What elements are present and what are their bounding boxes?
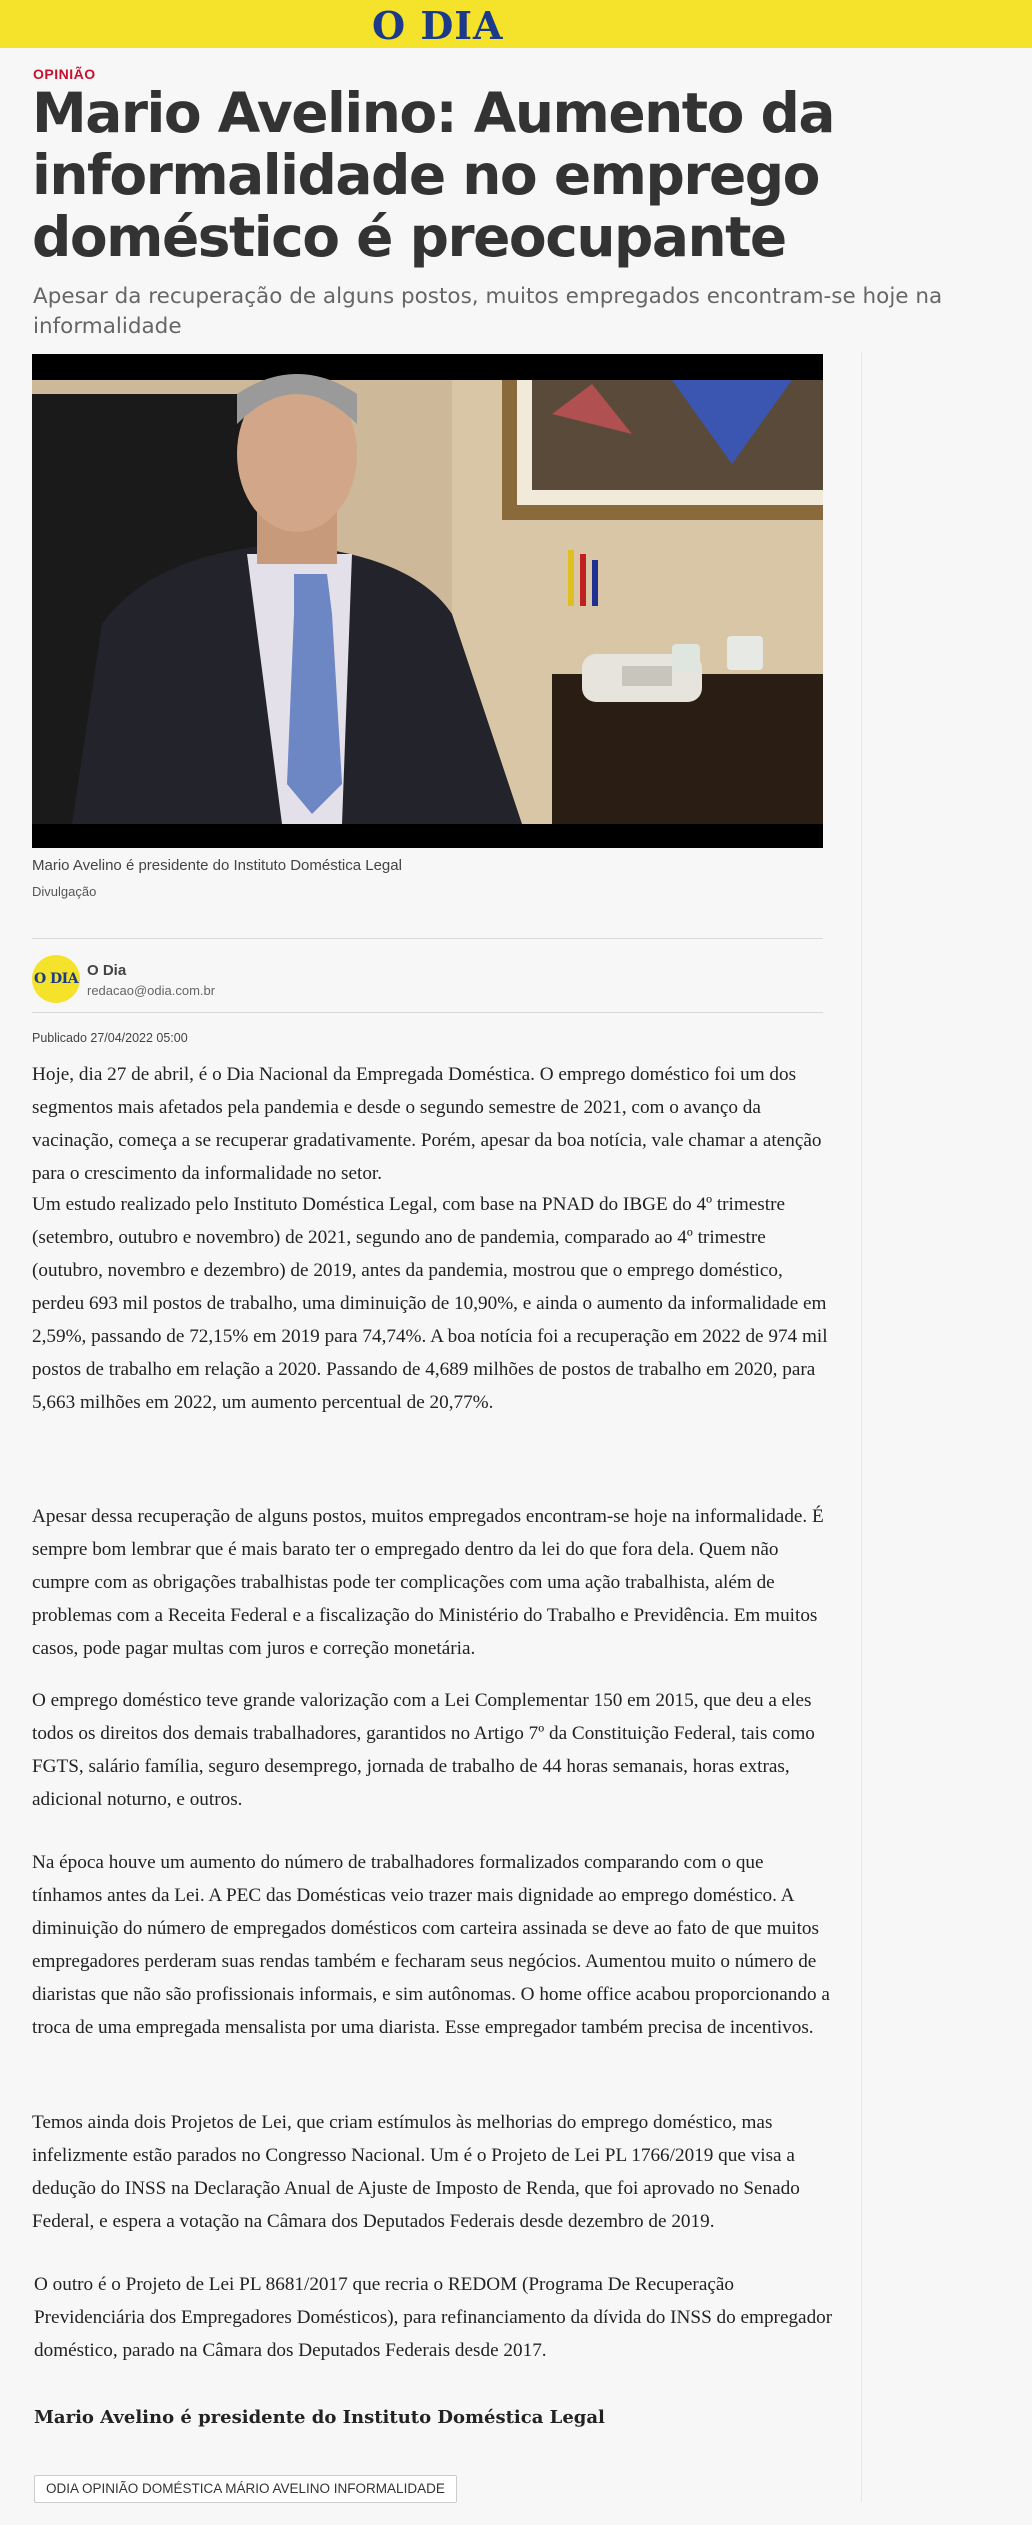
paragraph: Na época houve um aumento do número de trabalhadores formalizados comparando com o que tínhamos antes da Lei. A PEC das Domésticas veio trazer mais dignidade ao emprego doméstico. A diminuição do número de empregados domésticos com carteira assinada se deve ao fato de que muitos empregadores perderam suas rendas também e fecharam seus negócios. Aumentou muito o número de diaristas que não são profissionais informais, e sim autônomas. O home office acabou proporcionando a troca de uma empregada mensalista por uma diarista. Esse empregador também precisa de incentivos.	[32, 1852, 830, 2038]
portrait-image	[32, 354, 823, 848]
photo-caption: Mario Avelino é presidente do Instituto Doméstica Legal	[32, 857, 402, 874]
author-bottom-divider	[32, 1012, 823, 1013]
site-header	[0, 0, 1032, 48]
tags-list[interactable]: ODIA OPINIÃO DOMÉSTICA MÁRIO AVELINO INFORMALIDADE	[34, 2475, 457, 2503]
paragraph: Hoje, dia 27 de abril, é o Dia Nacional da Empregada Doméstica. O emprego doméstico foi um dos segmentos mais afetados pela pandemia e desde o segundo semestre de 2021, com o avanço da vacinação, começa a se recuperar gradativamente. Porém, apesar da boa notícia, vale chamar a atenção para o crescimento da informalidade no setor.	[32, 1064, 822, 1184]
article-title: Mario Avelino: Aumento da informalidade no emprego doméstico é preocupante	[32, 81, 835, 269]
author-email[interactable]: redacao@odia.com.br	[87, 983, 216, 998]
paragraph: Apesar dessa recuperação de alguns postos, muitos empregados encontram-se hoje na informalidade. É sempre bom lembrar que é mais barato ter o empregado dentro da lei do que fora dela. Quem não cumpre com as obrigações trabalhistas pode ter complicações com uma ação trabalhista, além de problemas com a Receita Federal e a fiscalização do Ministério do Trabalho e Previdência. Em muitos casos, pode pagar multas com juros e correção monetária.	[32, 1506, 824, 1659]
section-label[interactable]: OPINIÃO	[33, 66, 96, 82]
article-photo[interactable]	[32, 354, 823, 848]
site-logo[interactable]: O DIA	[372, 3, 504, 48]
author-signature: Mario Avelino é presidente do Instituto Doméstica Legal	[34, 2407, 605, 2428]
paragraph: O outro é o Projeto de Lei PL 8681/2017 que recria o REDOM (Programa De Recuperação Previdenciária dos Empregadores Domésticos), para refinanciamento da dívida do INSS do empregador doméstico, parado na Câmara dos Deputados Federais desde 2017.	[34, 2274, 833, 2361]
published-date: Publicado 27/04/2022 05:00	[32, 1031, 188, 1045]
right-rail-divider	[861, 352, 862, 2502]
paragraph: Um estudo realizado pelo Instituto Doméstica Legal, com base na PNAD do IBGE do 4º trimestre (setembro, outubro e novembro) de 2021, segundo ano de pandemia, comparado ao 4º trimestre (outubro, novembro e dezembro) de 2019, antes da pandemia, mostrou que o emprego doméstico, perdeu 693 mil postos de trabalho, uma diminuição de 10,90%, e ainda o aumento da informalidade em 2,59%, passando de 72,15% em 2019 para 74,74%. A boa notícia foi a recuperação em 2022 de 974 mil postos de trabalho em relação a 2020. Passando de 4,689 milhões de postos de trabalho em 2020, para 5,663 milhões em 2022, um aumento percentual de 20,77%.	[32, 1194, 828, 1413]
author-avatar[interactable]: O DIA	[32, 955, 80, 1003]
photo-credit: Divulgação	[32, 884, 97, 899]
paragraph: O emprego doméstico teve grande valorização com a Lei Complementar 150 em 2015, que deu a eles todos os direitos dos demais trabalhadores, garantidos no Artigo 7º da Constituição Federal, tais como FGTS, salário família, seguro desemprego, jornada de trabalho de 44 horas semanais, horas extras, adicional noturno, e outros.	[32, 1690, 815, 1810]
author-top-divider	[32, 938, 823, 939]
article-subtitle: Apesar da recuperação de alguns postos, muitos empregados encontram-se hoje na informalidade	[33, 284, 943, 339]
author-name[interactable]: O Dia	[87, 962, 127, 979]
paragraph: Temos ainda dois Projetos de Lei, que criam estímulos às melhorias do emprego doméstico, mas infelizmente estão parados no Congresso Nacional. Um é o Projeto de Lei PL 1766/2019 que visa a dedução do INSS na Declaração Anual de Ajuste de Imposto de Renda, que foi aprovado no Senado Federal, e espera a votação na Câmara dos Deputados Federais desde dezembro de 2019.	[32, 2112, 800, 2232]
